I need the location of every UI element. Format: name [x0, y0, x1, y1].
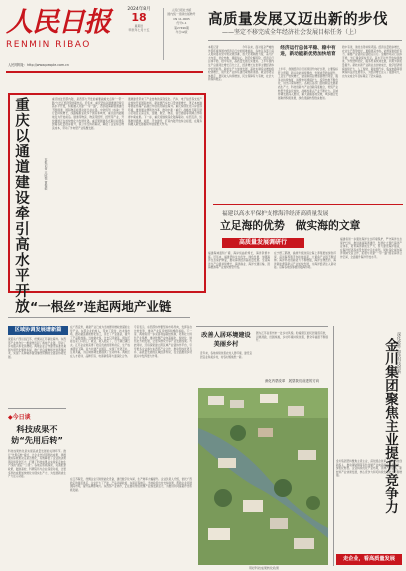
house-roof — [218, 458, 236, 468]
divider — [196, 326, 328, 327]
chongqing-column-2: 通道建设带来了产业结构的深刻变化。汽车、电子信息等支柱产业加快开拓国际市场，新能源汽车出口量快速增长，笔记本电脑等智能终端产品通过中欧班列销往海外。重庆持续优化口岸营商环境，推进通关便利化改革，推动中新（重庆）战略性互联互通示范项目走深走实，金融、航空、物流、信息通信等领域合作取得丰硕成果。下一步，重庆将继续深化陆海联动、东西互济，统筹推进通道、枢纽、平台建设，打造内陆开放综合枢纽，在服务和融入新发展格局中展现更大作为。 — [128, 98, 202, 127]
chongqing-column-1: 重庆地处西部内陆，是西部大开发的重要战略支点和“一带一路”与长江经济带的联结点。近年来，重庆坚持以通道建设牵引高水平开放，积极融入共建“一带一路”，西部陆海新通道建设不断提速，国际物流枢纽功能日益完善。中欧班列（成渝）开行量持续增长，线路辐射亚欧多个国家和城市，重庆由内陆腹地变为开放前沿。通道带物流、物流带经贸、经贸带产业，开放通道正在加快转化为发展优势。重庆果园港多式联运枢纽集装箱吞吐量稳步提升，铁公水空协同联动，降低了企业综合物流成本，带动了外向型产业集聚发展。 — [52, 98, 124, 130]
ocean-column-1: 福建海域面积广阔，海岸线曲折绵长，海洋资源丰富。近年来，福建坚持生态优先、绿色发展，加强海洋生态保护修复，推动海洋经济高质量发展。全省海洋生产总值持续增长，海洋渔业、海洋交通运输、滨海旅游等产业加快转型升级。 — [208, 252, 270, 270]
newspaper-logo: 人民日报 — [6, 7, 110, 38]
divider — [213, 204, 403, 205]
jinchuan-headline[interactable]: 金川集团聚焦主业提升竞争力 — [382, 338, 398, 514]
belt-column-1: 蚕茧从广西运到江苏，丝绸从江苏销往海外。东西部产业协作让一根蚕丝连起了两地产业链，带动了乡村振兴和农民增收。两地企业合作建设标准化桑园与现代化缫丝车间，推广优良蚕种和先进养殖技术，实现了从种桑养蚕到缫丝织绸的全链条协同发展。 — [8, 338, 66, 359]
newspaper-logo-en: RENMIN RIBAO — [6, 40, 91, 50]
lead-column-2: 上半年，我国经济运行延续回升向好态势，主要指标符合预期，新兴动能持续释放，发展质量稳步提升。工业生产较快增长，装备制造业增加值增长明显，服务业持续恢复，消费市场规模扩大，投资结构不断优化，进出口保持增长。各地区各部门因地制宜发展新质生产力，科技创新与产业创新深度融合，传统产业转型升级步伐加快，战略性新兴产业不断壮大。区域协调发展深入推进，重大战略落地见效，城乡融合发展取得积极进展，绿色低碳转型稳步推进。 — [278, 68, 338, 100]
footer-note: 用好科技成果转化政策 — [248, 566, 279, 570]
today-body: 科技成果转化是实现高质量发展的关键环节。推行“先用后转”模式，让企业先试用科技成果，再根据实际效果决定是否转化，有效降低了企业的决策风险和资金压力，打通了科技成果从实验室走向生产线的“最后一公里”。各地应积极探索，完善配套政策，鼓励高校、科研院所与企业深度对接，让更多科技成果加快转化为现实生产力，为发展新质生产力注入动能。 — [8, 450, 66, 479]
village-headline[interactable]: 改善人居环境建设美丽乡村 — [201, 332, 251, 348]
ocean-column-3: 福建将进一步强化海洋生态环境保护，严守海洋生态保护红线，推进美丽海湾建设，发展壮大现代海洋产业体系，培育海洋新质生产力，努力建设海洋强省，在海洋经济高质量发展中走在前列。同时深化闽台海洋领域交流合作，拓展与共建“一带一路”国家海洋合作空间，全面提升海洋开放水平。 — [340, 238, 402, 259]
jinchuan-body: 金川集团坚持聚焦主责主业，深化国企改革，加大科技创新投入，推动镍钴铜等有色金属产业向高端化、智能化、绿色化转型。企业持续优化产业布局，延伸产业链条，新材料产业快速发展，核心竞争力和可持续发展能力不断增强。 — [336, 460, 402, 478]
house-roof — [288, 406, 304, 416]
belt-headline[interactable]: “一根丝”连起两地产业链 — [30, 299, 172, 314]
jinchuan-kicker: 深化改革·加快科技创新 — [397, 332, 402, 374]
house-roof — [208, 396, 224, 405]
divider — [8, 317, 190, 318]
tree-cluster — [214, 489, 232, 507]
survey-section-banner: 高质量发展调研行 — [222, 238, 304, 248]
village-caption: 近年来，各地持续改善农村人居环境，建设宜居宜业和美乡村，村容村貌焕然一新。 — [200, 352, 252, 359]
divider — [208, 40, 402, 41]
house-roof — [230, 400, 244, 408]
belt-column-3: 专家表示，东西部协作要坚持市场导向，发挥各自比较优势，推动产业有序转移和梯度承接。下一步，两地将进一步完善利益联结机制，培育壮大特色产业集群，推动丝绸产业向高端化、智能化、绿色化方向发展，让更多群众分享产业发展成果。与此同时，还将探索建立跨区域产业链协作平台，引导更多企业参与东西部产业合作，推动形成优势互补、高质量发展的区域经济布局，在全面推进乡村振兴中发挥更大作用。 — [134, 326, 192, 358]
date-box — [115, 6, 163, 62]
tree-cluster — [230, 425, 246, 441]
date-day: 18 — [131, 11, 147, 24]
region-section-banner: 区域协调发展谱新篇 — [8, 326, 68, 335]
village-text: 图为江苏省泰州市一处乡村风貌。粉墙黛瓦的民居错落有致，河道清澈，田园如画，乡村环境持续改善，群众幸福感不断提升。 — [256, 332, 328, 343]
website-link[interactable]: http://www.people.com.cn — [27, 63, 69, 67]
house-roof — [294, 538, 314, 549]
masthead — [6, 8, 110, 58]
divider — [333, 326, 334, 566]
belt-column-2: 在广西宜州，桑蚕产业已成为当地群众增收致富的主导产业。东部企业的加入，带来了资金、技术和市场，推动蚕茧就地转化加工，延长了产业链条，提升了产品附加值。当地蚕农说，过去只卖蚕茧，现在还能在家门口的工厂就业，收入稳定了，日子越过越红火。江苏企业则获得了稳定优质的原料供应，生产成本明显下降。双方共建产业园区，实现了优势互补、互利共赢，为区域协调发展提供了生动样本。两地还在人才培训、品牌打造、电商销售等方面深化合作。 — [70, 326, 130, 358]
lead-column-1: 本报记者 今年以来，面对复杂严峻的外部环境和国内经济运行中的困难挑战，各地区各部门深入贯彻落实党中央决策部署，加大宏观调控力度，着力扩大内需、优化结构、提振信心、防范化解风险，经济运行总体平稳、稳中有进，高质量发展扎实推进。上半年国内生产总值同比增长百分之五，经济增长在世界主要经济体中位居前列。新质生产力加快发展，高技术制造业增加值较快增长，现代化产业体系建设取得新进展。就业形势总体稳定，居民收入持续增加，民生保障有力有效，社会大局保持稳定。 — [208, 46, 274, 82]
business-section-banner: 走企业，看高质量发展 — [336, 554, 402, 565]
website-line: 人民网网址：http://www.people.com.cn — [8, 63, 69, 67]
tree-cluster — [274, 479, 292, 497]
date-year-month: 2024年8月 — [127, 7, 151, 12]
lunar-date: 甲辰年七月十五 — [128, 28, 150, 32]
publication-info — [163, 8, 199, 60]
postal-code: 代号1-1 — [176, 21, 187, 26]
deep-reform-heading: 深化内蒙改革 展望我们前进的方向 — [264, 379, 320, 383]
lead-column-heading: 经济运行总体平稳、稳中有进，新动能新优势加快培育 — [280, 46, 336, 58]
serial-code: CN 11-0065 — [173, 16, 190, 21]
house-roof — [208, 528, 230, 540]
page-count: 今日12版 — [175, 30, 188, 35]
today-icon: ◆ — [8, 414, 13, 421]
chongqing-headline[interactable]: 重庆以通道建设牵引高水平开放 — [13, 97, 29, 314]
publisher: 人民日报社出版 — [171, 8, 192, 12]
ocean-headline[interactable]: 立足海的优势 做实海的文章 — [220, 219, 361, 232]
lead-headline[interactable]: 高质量发展又迈出新的步伐 — [208, 12, 388, 28]
chongqing-byline: 本报记者 王欣悦 黄俊毅 — [44, 158, 48, 190]
lead-subhead: ——坚定不移完成全年经济社会发展目标任务（上） — [222, 29, 361, 36]
village-aerial-photo — [198, 388, 328, 565]
weekday: 星期日 — [134, 24, 144, 28]
today-headline[interactable]: 科技成果不妨“先用后转” — [11, 424, 63, 445]
belt-column-4: 在江苏海安，丝绸企业引进智能化设备，建设数字化车间，生产效率大幅提升。企业负责人介绍，依托广西稳定的蚕茧供应，企业扩大了产能，产品远销欧美、东南亚等地区。当地政府出台支持政策，帮助企业拓展国际市场，提升品牌影响力。东西部产业协作，正在推动传统丝绸产业焕发新活力，为推进共同富裕作出积极贡献。 — [70, 478, 192, 492]
lead-column-3: 稳中有进，进的态势持续巩固。经济总量稳步增长，农业生产形势较好，夏粮再获丰收。能源保供稳价有力，重要产业链供应链稳定运行。金融市场运行总体平稳，外汇储备保持充足。高水平对外开放持续推进，外贸结构优化，服务贸易快速发展，利用外资质量提升。新技术新产业新业态加快成长，数字经济规模持续扩大，人工智能、新能源汽车、集成电路等领域保持良好发展势头，为经济增长注入了强劲动力，也为完成全年目标奠定了坚实基础。 — [342, 46, 402, 78]
house-roof — [270, 518, 288, 529]
house-roof — [258, 428, 273, 437]
issue-number: 第27496期 — [174, 25, 189, 30]
divider — [8, 408, 66, 409]
house-roof — [298, 450, 316, 460]
ocean-kicker: 福建以高水平保护支撑海洋经济高质量发展 — [222, 211, 329, 217]
serial-code-label: 国内统一连续出版物号 — [167, 12, 196, 17]
tree-cluster — [306, 496, 320, 510]
masthead-rule — [6, 71, 203, 73]
today-label: ◆今日谈 — [8, 414, 31, 421]
house-roof — [243, 500, 263, 512]
house-roof — [260, 394, 278, 403]
ocean-column-2: 在宁德三都澳，渔排升级改造让海上养殖更加绿色环保，深远海养殖平台拔地而起，大黄鱼产业链不断延伸。海洋科技创新能力不断增强，海洋生物医药、海洋新能源等新兴产业加快发展，为海洋经济注入新动能。沿海各地统筹推进陆海协同。 — [274, 252, 336, 270]
